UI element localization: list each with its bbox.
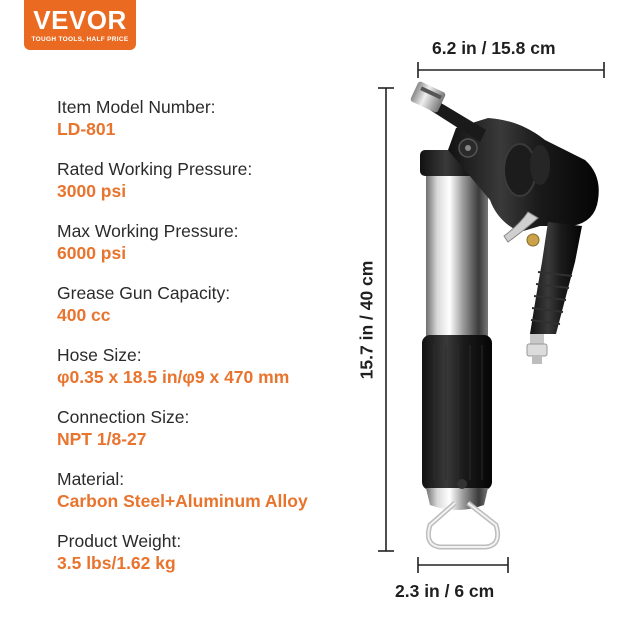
spec-value: NPT 1/8-27: [57, 429, 147, 449]
spec-value: 3.5 lbs/1.62 kg: [57, 553, 176, 573]
spec-value: 400 cc: [57, 305, 111, 325]
spec-value: 6000 psi: [57, 243, 127, 263]
spec-label: Rated Working Pressure:: [57, 159, 253, 179]
width-dimension-label: 6.2 in / 15.8 cm: [432, 38, 556, 58]
spec-label: Material:: [57, 469, 125, 489]
height-dimension-label: 15.7 in / 40 cm: [356, 260, 377, 380]
brand-name: VEVOR: [33, 5, 127, 35]
base-dimension-label: 2.3 in / 6 cm: [395, 581, 495, 601]
spec-value: LD-801: [57, 119, 116, 139]
spec-label: Product Weight:: [57, 531, 182, 551]
spec-value: 3000 psi: [57, 181, 127, 201]
spec-value: φ0.35 x 18.5 in/φ9 x 470 mm: [57, 367, 290, 387]
brand-tagline: TOUGH TOOLS, HALF PRICE: [31, 36, 129, 43]
spec-label: Hose Size:: [57, 345, 142, 365]
spec-label: Grease Gun Capacity:: [57, 283, 231, 303]
spec-label: Item Model Number:: [57, 97, 216, 117]
spec-label: Max Working Pressure:: [57, 221, 239, 241]
spec-label: Connection Size:: [57, 407, 190, 427]
spec-value: Carbon Steel+Aluminum Alloy: [57, 491, 308, 511]
